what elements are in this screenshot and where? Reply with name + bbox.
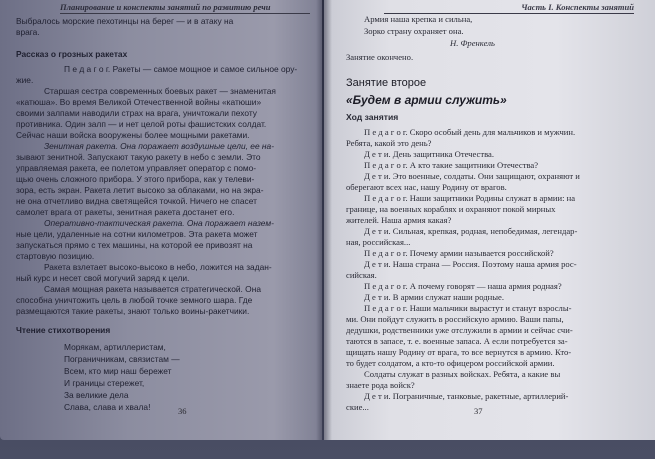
left-page [0, 0, 322, 440]
right-page-number: 37 [474, 406, 483, 416]
right-page-text-line: щищать нашу Родину от врага, то все вернутся в армию. Кто- [346, 347, 572, 357]
left-page-text-line: размещаются такие ракеты, знают только воины-ракетчики. [16, 306, 250, 316]
right-page-text-line: П е д а г о г. Скоро особый день для мальчиков и мужчин. [364, 127, 576, 137]
right-page-text-line: Д е т и. День защитника Отечества. [364, 149, 494, 159]
left-page-text-line: Старшая сестра современных боевых ракет — знаменитая [44, 86, 276, 96]
left-page-text-line: жие. [16, 75, 34, 85]
right-page-text-line: П е д а г о г. А кто такие защитники Отечества? [364, 160, 539, 170]
right-page-text-line: Солдаты служат в разных войсках. Ребята, а какие вы [364, 369, 561, 379]
left-page-text-line: стартовую позицию. [16, 251, 95, 261]
left-page-text-line: Чтение стихотворения [16, 325, 111, 335]
left-page-text-line: ные цели, удаленные на сотни километров. Эта ракета может [16, 229, 258, 239]
right-page-text-line: оберегают всех нас, нашу Родину от врагов. [346, 182, 507, 192]
left-page-number: 36 [178, 406, 187, 416]
right-page-text-line: П е д а г о г. А почему говорят — наша армия родная? [364, 281, 562, 291]
book-gutter [316, 0, 332, 440]
left-page-text-line: щью очень сложного прибора. У этого прибора, как у телеви- [16, 174, 255, 184]
right-page-text-line: то будет солдатом, а кто-то офицером российской армии. [346, 358, 555, 368]
left-page-text-line: Рассказ о грозных ракетах [16, 49, 128, 59]
right-page-text-line: знаете рода войск? [346, 380, 415, 390]
left-page-text-line: Всем, кто мир наш бережет [64, 366, 172, 376]
right-page-text-line: дедушки, родственники уже отслужили в армии и сейчас счи- [346, 325, 573, 335]
right-page-text-line: Ребята, какой это день? [346, 138, 432, 148]
left-page-text-line: своими залпами наводили страх на врага, уничтожали пехоту [16, 108, 257, 118]
right-page-text-line: Д е т и. Сильная, крепкая, родная, непобедимая, легендар- [364, 226, 578, 236]
lesson-title: «Будем в армии служить» [346, 93, 507, 107]
right-page-text-line: Д е т и. В армии служат наши родные. [364, 292, 504, 302]
left-page-text-line: зывают зенитной. Запускают такую ракету в небо с земли. Это [16, 152, 261, 162]
left-page-text-line: За великие дела [64, 390, 129, 400]
left-page-text-line: Самая мощная ракета называется стратегической. Она [44, 284, 261, 294]
right-page-text-line: ские... [346, 402, 369, 412]
left-page-text-line: Морякам, артиллеристам, [64, 342, 166, 352]
right-page-text-line: жителей. Наша армия какая? [346, 215, 452, 225]
left-page-text-line: Пограничникам, связистам — [64, 354, 180, 364]
left-page-text-line: управляемая ракета, ее полетом управляет оператор с помо- [16, 163, 257, 173]
right-page-text-line: Д е т и. Это военные, солдаты. Они защищают, охраняют и [364, 171, 580, 181]
left-page-text-line: И границы стережет, [64, 378, 145, 388]
right-page-text-line: Зорко страну охраняет она. [364, 26, 464, 36]
left-page-text-line: ный курс и несет свой могучий заряд к цели. [16, 273, 190, 283]
left-page-text-line: Слава, слава и хвала! [64, 402, 151, 412]
left-page-text-line: П е д а г о г. Ракеты — самое мощное и самое сильное ору- [64, 64, 298, 74]
left-page-text-line: «катюша». Во время Великой Отечественной войны «катюши» [16, 97, 262, 107]
right-page-text-line: таются в запасе, т. е. военные запаса. А если потребуется за- [346, 336, 568, 346]
right-page-text-line: сийская. [346, 270, 377, 280]
right-page-text-line: Н. Френкель [450, 38, 495, 48]
left-page-text-line: Выбралось морские пехотинцы на берег — и в атаку на [16, 16, 234, 26]
right-page-text-line: Д е т и. Наша страна — Россия. Поэтому наша армия рос- [364, 259, 577, 269]
left-page-text-line: Сейчас наши войска вооружены более мощными ракетами. [16, 130, 250, 140]
right-page-text-line: Ход занятия [346, 112, 399, 122]
left-page-text-line: способна уничтожить цель в любой точке земного шара. Где [16, 295, 253, 305]
right-page-text-line: ная, российская... [346, 237, 411, 247]
left-page-text-line: не она отчетливо видна светящейся точкой. Ничего не спасет [16, 196, 257, 206]
left-running-head: Планирование и конспекты занятий по развитию речи [60, 2, 310, 14]
right-page-text-line: ми. Они пойдут служить в российскую армию. Ваши папы, [346, 314, 564, 324]
right-page-text-line: Армия наша крепка и сильна, [364, 14, 473, 24]
right-page [324, 0, 655, 440]
right-page-text-line: П е д а г о г. Почему армии называется российской? [364, 248, 554, 258]
lesson-label: Занятие второе [346, 77, 427, 89]
left-page-text-line: самолет врага от ракеты, зенитная ракета достанет его. [16, 207, 235, 217]
left-page-text-line: зора, есть экран. Ракета летит высоко за облаками, но на экра- [16, 185, 264, 195]
left-page-text-line: запускаться прямо с тех машины, на которой ее привозят на [16, 240, 253, 250]
left-page-text-line: врага. [16, 27, 40, 37]
left-page-text-line: противника. Один залп — и нет целой роты фашистских солдат. [16, 119, 267, 129]
right-page-text-line: границе, на военных кораблях и охраняют покой мирных [346, 204, 556, 214]
right-page-text-line: Занятие окончено. [346, 52, 414, 62]
left-page-text-line: Оперативно-тактическая ракета. Она поражает назем- [44, 218, 274, 228]
left-page-text-line: Зенитная ракета. Она поражает воздушные цели, ее на- [44, 141, 274, 151]
right-page-text-line: Д е т и. Пограничные, танковые, ракетные, артиллерий- [364, 391, 569, 401]
right-page-text-line: П е д а г о г. Наши мальчики вырастут и станут взрослы- [364, 303, 572, 313]
right-running-head: Часть I. Конспекты занятий [384, 2, 634, 14]
right-page-text-line: П е д а г о г. Наши защитники Родины служат в армии: на [364, 193, 576, 203]
left-page-text-line: Ракета взлетает высоко-высоко в небо, ложится на задан- [44, 262, 272, 272]
